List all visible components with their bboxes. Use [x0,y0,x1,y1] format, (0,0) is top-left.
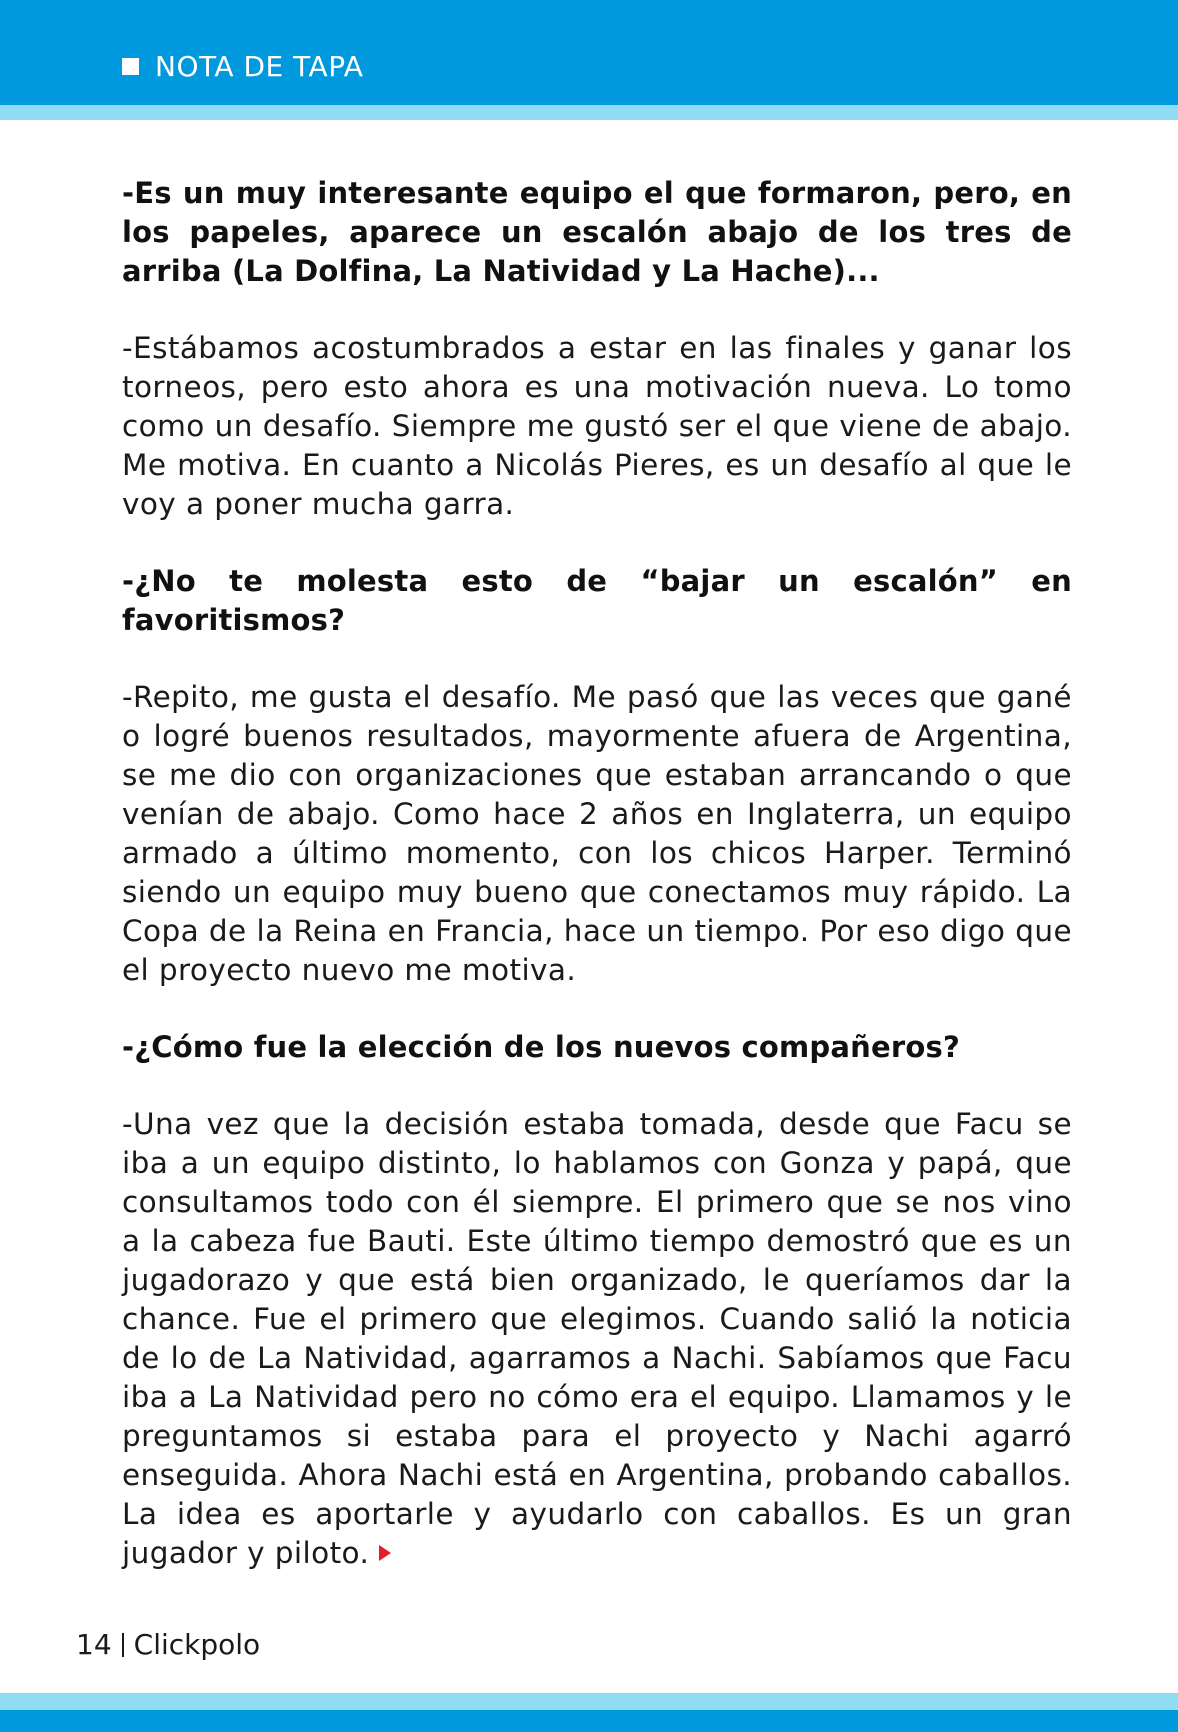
page-footer [76,1628,260,1661]
end-of-article-icon [379,1545,391,1561]
question-1: -Es un muy interesante equipo el que formaron, pero, en los papeles, aparece un escalón abajo de los tres de arriba (La Dolfina, La Natividad y La Hache)... [122,176,1072,288]
page-number: 14 [76,1628,112,1661]
footer-stripe [0,1693,1178,1710]
answer-3-wrapper [122,1105,1072,1573]
question-2: -¿No te molesta esto de “bajar un escalón” en favoritismos? [122,564,1072,637]
section-label [122,50,363,83]
header-stripe [0,105,1178,120]
footer-band [0,1710,1178,1732]
publication-name: Clickpolo [133,1628,261,1661]
section-label-text: NOTA DE TAPA [155,50,364,83]
question-3: -¿Cómo fue la elección de los nuevos compañeros? [122,1030,960,1064]
footer-divider [122,1633,124,1657]
answer-3: -Una vez que la decisión estaba tomada, desde que Facu se iba a un equipo distinto, lo hablamos con Gonza y papá, que consultamos todo con él siempre. El primero que se nos vino a la cabeza fue Bauti. Este último tiempo demostró que es un jugadorazo y que está bien organizado, le queríamos dar la chance. Fue el primero que elegimos. Cuando salió la noticia de lo de La Natividad, agarramos a Nachi. Sabíamos que Facu iba a La Natividad pero no cómo era el equipo. Llamamos y le preguntamos si estaba para el proyecto y Nachi agarró enseguida. Ahora Nachi está en Argentina, probando caballos. La idea es aportarle y ayudarlo con caballos. Es un gran jugador y piloto. [122,1107,1072,1570]
section-square-icon [122,58,139,75]
answer-2: -Repito, me gusta el desafío. Me pasó que las veces que gané o logré buenos resultados, mayormente afuera de Argentina, se me dio con organizaciones que estaban arrancando o que venían de abajo. Como hace 2 años en Inglaterra, un equipo armado a último momento, con los chicos Harper. Terminó siendo un equipo muy bueno que conectamos muy rápido. La Copa de la Reina en Francia, hace un tiempo. Por eso digo que el proyecto nuevo me motiva. [122,680,1072,987]
answer-1: -Estábamos acostumbrados a estar en las finales y ganar los torneos, pero esto ahora es una motivación nueva. Lo tomo como un desafío. Siempre me gustó ser el que viene de abajo. Me motiva. En cuanto a Nicolás Pieres, es un desafío al que le voy a poner mucha garra. [122,331,1072,521]
article-body [122,174,1072,1573]
